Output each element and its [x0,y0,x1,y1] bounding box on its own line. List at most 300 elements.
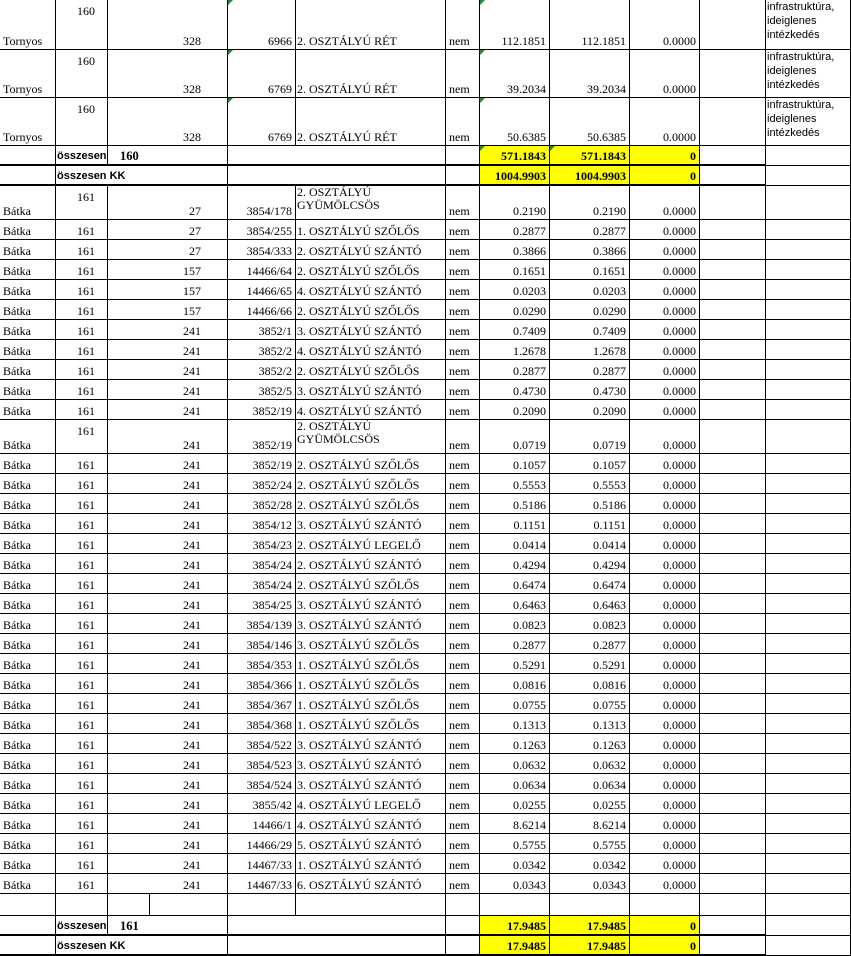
lot-cell[interactable] [108,220,228,240]
empty-cell[interactable] [700,634,766,654]
area-cell[interactable] [480,474,550,494]
nem-cell[interactable] [446,220,480,240]
town-cell[interactable] [0,454,56,474]
area2-cell[interactable] [550,594,630,614]
lot-cell[interactable] [108,774,228,794]
plot-cell[interactable] [228,814,296,834]
town-cell[interactable] [0,400,56,420]
number-cell[interactable] [56,774,108,794]
empty-cell[interactable] [700,474,766,494]
empty-cell[interactable] [766,420,851,454]
lot-cell[interactable] [108,694,228,714]
nem-cell[interactable] [446,574,480,594]
empty-cell[interactable] [700,146,766,166]
lot-cell[interactable] [108,186,228,220]
plot-cell[interactable] [228,654,296,674]
empty-cell[interactable] [700,360,766,380]
number-cell[interactable] [56,574,108,594]
empty-cell[interactable] [700,0,766,50]
area2-cell[interactable] [550,634,630,654]
area2-cell[interactable] [550,514,630,534]
empty-cell[interactable] [766,186,851,220]
area-cell[interactable] [480,98,550,146]
lot-cell[interactable] [108,674,228,694]
area2-cell[interactable] [550,694,630,714]
total-area[interactable] [480,936,550,956]
diff-cell[interactable] [630,454,700,474]
diff-cell[interactable] [630,474,700,494]
category-cell[interactable] [296,50,446,98]
lot-cell[interactable] [108,734,228,754]
area-cell[interactable] [480,400,550,420]
empty-cell[interactable] [700,186,766,220]
empty-cell[interactable] [0,146,56,166]
empty-cell[interactable] [766,166,851,186]
number-cell[interactable] [56,654,108,674]
area2-cell[interactable] [550,240,630,260]
area-cell[interactable] [480,714,550,734]
number-cell[interactable] [56,340,108,360]
total-diff[interactable] [630,146,700,166]
area-cell[interactable] [480,594,550,614]
category-cell[interactable] [296,754,446,774]
number-cell[interactable] [56,874,108,894]
total-area2[interactable] [550,146,630,166]
area2-cell[interactable] [550,614,630,634]
lot-cell[interactable] [108,574,228,594]
nem-cell[interactable] [446,514,480,534]
empty-cell[interactable] [766,936,851,956]
diff-cell[interactable] [630,814,700,834]
area2-cell[interactable] [550,300,630,320]
diff-cell[interactable] [630,654,700,674]
area-cell[interactable] [480,534,550,554]
area-cell[interactable] [480,494,550,514]
area2-cell[interactable] [550,654,630,674]
diff-cell[interactable] [630,714,700,734]
plot-cell[interactable] [228,454,296,474]
nem-cell[interactable] [446,554,480,574]
empty-cell[interactable] [700,260,766,280]
plot-cell[interactable] [228,574,296,594]
plot-cell[interactable] [228,754,296,774]
empty-cell[interactable] [700,554,766,574]
plot-cell[interactable] [228,474,296,494]
lot-cell[interactable] [108,474,228,494]
number-cell[interactable] [56,734,108,754]
area-cell[interactable] [480,0,550,50]
empty-cell[interactable] [766,220,851,240]
lot-cell[interactable] [108,260,228,280]
area-cell[interactable] [480,814,550,834]
category-cell[interactable] [296,874,446,894]
diff-cell[interactable] [630,514,700,534]
empty-cell[interactable] [766,554,851,574]
plot-cell[interactable] [228,420,296,454]
category-cell[interactable] [296,240,446,260]
empty-cell[interactable] [700,98,766,146]
nem-cell[interactable] [446,594,480,614]
number-cell[interactable] [56,514,108,534]
town-cell[interactable] [0,280,56,300]
empty-cell[interactable] [228,166,446,186]
empty-cell[interactable] [766,594,851,614]
area2-cell[interactable] [550,260,630,280]
empty-cell[interactable] [766,654,851,674]
empty-cell[interactable] [766,240,851,260]
area2-cell[interactable] [550,494,630,514]
number-cell[interactable] [56,98,108,146]
diff-cell[interactable] [630,574,700,594]
plot-cell[interactable] [228,360,296,380]
nem-cell[interactable] [446,774,480,794]
plot-cell[interactable] [228,634,296,654]
plot-cell[interactable] [228,0,296,50]
category-cell[interactable] [296,514,446,534]
empty-cell[interactable] [0,916,56,936]
nem-cell[interactable] [446,320,480,340]
category-cell[interactable] [296,360,446,380]
empty-cell[interactable] [0,166,56,186]
empty-cell[interactable] [228,894,296,916]
empty-cell[interactable] [700,280,766,300]
area-cell[interactable] [480,420,550,454]
empty-cell[interactable] [446,936,480,956]
total-label[interactable] [56,146,108,166]
category-cell[interactable] [296,400,446,420]
category-cell[interactable] [296,554,446,574]
empty-cell[interactable] [766,454,851,474]
number-cell[interactable] [56,260,108,280]
town-cell[interactable] [0,360,56,380]
lot-cell[interactable] [108,280,228,300]
town-cell[interactable] [0,754,56,774]
empty-cell[interactable] [700,320,766,340]
area-cell[interactable] [480,694,550,714]
category-cell[interactable] [296,774,446,794]
number-cell[interactable] [56,380,108,400]
lot-cell[interactable] [108,834,228,854]
empty-cell[interactable] [766,916,851,936]
empty-cell[interactable] [766,360,851,380]
plot-cell[interactable] [228,554,296,574]
area-cell[interactable] [480,754,550,774]
empty-cell[interactable] [700,694,766,714]
diff-cell[interactable] [630,360,700,380]
number-cell[interactable] [56,360,108,380]
town-cell[interactable] [0,734,56,754]
total-area2[interactable] [550,166,630,186]
diff-cell[interactable] [630,240,700,260]
empty-cell[interactable] [700,854,766,874]
lot-cell[interactable] [108,514,228,534]
empty-cell[interactable] [550,894,630,916]
nem-cell[interactable] [446,50,480,98]
town-cell[interactable] [0,594,56,614]
nem-cell[interactable] [446,754,480,774]
empty-cell[interactable] [700,674,766,694]
empty-cell[interactable] [700,454,766,474]
empty-cell[interactable] [766,494,851,514]
total-area[interactable] [480,916,550,936]
area-cell[interactable] [480,320,550,340]
empty-cell[interactable] [700,874,766,894]
area-cell[interactable] [480,360,550,380]
diff-cell[interactable] [630,614,700,634]
empty-cell[interactable] [700,400,766,420]
lot-cell[interactable] [108,0,228,50]
lot-cell[interactable] [108,654,228,674]
empty-cell[interactable] [56,894,108,916]
area-cell[interactable] [480,634,550,654]
diff-cell[interactable] [630,420,700,454]
empty-cell[interactable] [700,574,766,594]
town-cell[interactable] [0,380,56,400]
area2-cell[interactable] [550,50,630,98]
town-cell[interactable] [0,240,56,260]
town-cell[interactable] [0,220,56,240]
area2-cell[interactable] [550,814,630,834]
empty-cell[interactable] [700,894,766,916]
number-cell[interactable] [56,300,108,320]
area-cell[interactable] [480,454,550,474]
total-number[interactable] [108,146,228,166]
category-cell[interactable] [296,220,446,240]
empty-cell[interactable] [766,514,851,534]
note-cell[interactable] [766,98,851,146]
diff-cell[interactable] [630,834,700,854]
area2-cell[interactable] [550,0,630,50]
area-cell[interactable] [480,854,550,874]
plot-cell[interactable] [228,594,296,614]
area2-cell[interactable] [550,454,630,474]
total-area2[interactable] [550,936,630,956]
total-area[interactable] [480,166,550,186]
lot-cell[interactable] [108,854,228,874]
area2-cell[interactable] [550,714,630,734]
empty-cell[interactable] [766,794,851,814]
empty-cell[interactable] [766,814,851,834]
category-cell[interactable] [296,340,446,360]
diff-cell[interactable] [630,594,700,614]
area2-cell[interactable] [550,98,630,146]
empty-cell[interactable] [0,936,56,956]
nem-cell[interactable] [446,854,480,874]
number-cell[interactable] [56,814,108,834]
total-area[interactable] [480,146,550,166]
nem-cell[interactable] [446,380,480,400]
number-cell[interactable] [56,50,108,98]
nem-cell[interactable] [446,240,480,260]
total-diff[interactable] [630,936,700,956]
number-cell[interactable] [56,854,108,874]
empty-cell[interactable] [700,814,766,834]
area2-cell[interactable] [550,186,630,220]
number-cell[interactable] [56,714,108,734]
number-cell[interactable] [56,400,108,420]
empty-cell[interactable] [446,146,480,166]
total-number[interactable] [108,916,228,936]
plot-cell[interactable] [228,834,296,854]
total-label[interactable] [56,916,108,936]
diff-cell[interactable] [630,674,700,694]
lot-cell[interactable] [108,320,228,340]
empty-cell[interactable] [766,400,851,420]
empty-cell[interactable] [766,834,851,854]
nem-cell[interactable] [446,474,480,494]
plot-cell[interactable] [228,614,296,634]
area2-cell[interactable] [550,754,630,774]
category-cell[interactable] [296,714,446,734]
empty-cell[interactable] [766,320,851,340]
empty-cell[interactable] [700,340,766,360]
category-cell[interactable] [296,594,446,614]
area2-cell[interactable] [550,360,630,380]
area-cell[interactable] [480,380,550,400]
number-cell[interactable] [56,834,108,854]
number-cell[interactable] [56,474,108,494]
nem-cell[interactable] [446,260,480,280]
nem-cell[interactable] [446,360,480,380]
area-cell[interactable] [480,834,550,854]
empty-cell[interactable] [446,166,480,186]
category-cell[interactable] [296,574,446,594]
plot-cell[interactable] [228,674,296,694]
town-cell[interactable] [0,614,56,634]
lot-cell[interactable] [108,98,228,146]
number-cell[interactable] [56,754,108,774]
area-cell[interactable] [480,874,550,894]
empty-cell[interactable] [766,260,851,280]
nem-cell[interactable] [446,534,480,554]
area-cell[interactable] [480,300,550,320]
town-cell[interactable] [0,714,56,734]
empty-cell[interactable] [700,594,766,614]
nem-cell[interactable] [446,694,480,714]
nem-cell[interactable] [446,814,480,834]
empty-cell[interactable] [700,794,766,814]
empty-cell[interactable] [766,754,851,774]
plot-cell[interactable] [228,260,296,280]
empty-cell[interactable] [700,714,766,734]
town-cell[interactable] [0,340,56,360]
empty-cell[interactable] [766,280,851,300]
category-cell[interactable] [296,280,446,300]
diff-cell[interactable] [630,320,700,340]
category-cell[interactable] [296,474,446,494]
note-cell[interactable] [766,50,851,98]
lot-cell[interactable] [108,340,228,360]
category-cell[interactable] [296,654,446,674]
area2-cell[interactable] [550,340,630,360]
number-cell[interactable] [56,794,108,814]
nem-cell[interactable] [446,794,480,814]
diff-cell[interactable] [630,694,700,714]
empty-cell[interactable] [766,714,851,734]
town-cell[interactable] [0,260,56,280]
empty-cell[interactable] [700,420,766,454]
area-cell[interactable] [480,654,550,674]
number-cell[interactable] [56,494,108,514]
plot-cell[interactable] [228,514,296,534]
empty-cell[interactable] [700,494,766,514]
category-cell[interactable] [296,380,446,400]
empty-cell[interactable] [766,534,851,554]
diff-cell[interactable] [630,98,700,146]
area-cell[interactable] [480,574,550,594]
empty-cell[interactable] [108,894,150,916]
plot-cell[interactable] [228,794,296,814]
area2-cell[interactable] [550,534,630,554]
category-cell[interactable] [296,494,446,514]
empty-cell[interactable] [700,166,766,186]
diff-cell[interactable] [630,534,700,554]
nem-cell[interactable] [446,280,480,300]
nem-cell[interactable] [446,654,480,674]
category-cell[interactable] [296,454,446,474]
town-cell[interactable] [0,554,56,574]
town-cell[interactable] [0,534,56,554]
category-cell[interactable] [296,634,446,654]
lot-cell[interactable] [108,554,228,574]
nem-cell[interactable] [446,300,480,320]
number-cell[interactable] [56,454,108,474]
empty-cell[interactable] [766,634,851,654]
lot-cell[interactable] [108,240,228,260]
town-cell[interactable] [0,574,56,594]
number-cell[interactable] [56,674,108,694]
diff-cell[interactable] [630,734,700,754]
empty-cell[interactable] [700,220,766,240]
plot-cell[interactable] [228,240,296,260]
plot-cell[interactable] [228,320,296,340]
empty-cell[interactable] [766,694,851,714]
lot-cell[interactable] [108,794,228,814]
empty-cell[interactable] [296,894,446,916]
empty-cell[interactable] [446,894,480,916]
empty-cell[interactable] [700,50,766,98]
diff-cell[interactable] [630,260,700,280]
plot-cell[interactable] [228,220,296,240]
town-cell[interactable] [0,854,56,874]
empty-cell[interactable] [700,380,766,400]
empty-cell[interactable] [700,916,766,936]
empty-cell[interactable] [446,916,480,936]
plot-cell[interactable] [228,400,296,420]
empty-cell[interactable] [766,674,851,694]
number-cell[interactable] [56,280,108,300]
area-cell[interactable] [480,514,550,534]
empty-cell[interactable] [766,774,851,794]
area-cell[interactable] [480,50,550,98]
nem-cell[interactable] [446,454,480,474]
nem-cell[interactable] [446,614,480,634]
category-cell[interactable] [296,854,446,874]
area2-cell[interactable] [550,854,630,874]
nem-cell[interactable] [446,340,480,360]
area-cell[interactable] [480,220,550,240]
plot-cell[interactable] [228,714,296,734]
lot-cell[interactable] [108,614,228,634]
empty-cell[interactable] [766,380,851,400]
lot-cell[interactable] [108,380,228,400]
nem-cell[interactable] [446,714,480,734]
plot-cell[interactable] [228,774,296,794]
lot-cell[interactable] [108,50,228,98]
area2-cell[interactable] [550,674,630,694]
total-area2[interactable] [550,916,630,936]
note-cell[interactable] [766,0,851,50]
